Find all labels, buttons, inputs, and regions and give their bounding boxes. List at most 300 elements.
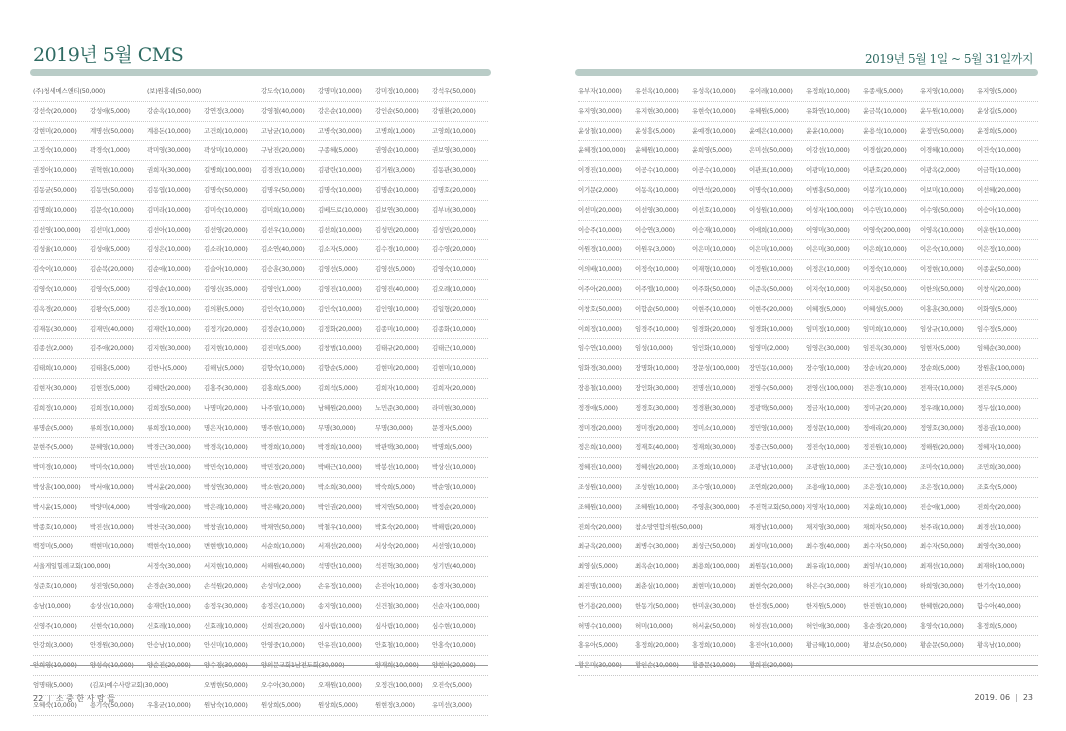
- donor-entry: 허미(10,000): [635, 621, 673, 630]
- donor-entry: 윤두원(10,000): [920, 106, 964, 115]
- donor-entry: 이홍훈(30,000): [920, 304, 964, 313]
- donor-entry: 장민동(10,000): [749, 364, 793, 373]
- donor-entry: 안승남(10,000): [147, 641, 191, 650]
- donor-entry: 곽상미(10,000): [204, 146, 248, 155]
- donor-entry: 구종혜(5,000): [318, 146, 358, 155]
- donor-entry: 이창식(20,000): [977, 284, 1021, 293]
- donor-entry: 한기용(20,000): [578, 601, 622, 610]
- donor-entry: 안경원(30,000): [90, 641, 134, 650]
- donor-row: [578, 300, 1038, 320]
- donor-entry: 이정현(10,000): [920, 265, 964, 274]
- donor-entry: 박숙희(5,000): [375, 482, 415, 491]
- donor-row: [578, 280, 1038, 300]
- bottom-rule: [575, 665, 1038, 666]
- donor-entry: 홍정희(10,000): [692, 641, 736, 650]
- donor-entry: 김의환(5,000): [204, 304, 244, 313]
- donor-entry: 박서애(10,000): [90, 482, 134, 491]
- donor-entry: 김성민(20,000): [375, 225, 419, 234]
- donor-entry: 박민정(20,000): [261, 463, 305, 472]
- donor-entry: 김영선(5,000): [375, 265, 415, 274]
- donor-row: [33, 300, 488, 320]
- donor-entry: 안강희(3,000): [33, 641, 73, 650]
- donor-entry: 전명선(10,000): [692, 383, 736, 392]
- donor-entry: 하희영(30,000): [920, 581, 964, 590]
- donor-entry: 계용돈(10,000): [147, 126, 191, 135]
- donor-entry: 박경옥(10,000): [204, 443, 248, 452]
- donor-entry: 박창권(10,000): [204, 522, 248, 531]
- donor-entry: 김영선(5,000): [318, 265, 358, 274]
- donor-entry: 권혁현(10,000): [90, 166, 134, 175]
- donor-entry: 박명희(5,000): [432, 443, 472, 452]
- donor-entry: 이봉기(10,000): [863, 185, 907, 194]
- donor-entry: 장순희(5,000): [920, 364, 960, 373]
- donor-entry: 김영숙(10,000): [33, 284, 77, 293]
- donor-entry: 황금혜(10,000): [806, 641, 850, 650]
- donor-entry: 김은경(10,000): [147, 304, 191, 313]
- donor-entry: 김정기(20,000): [204, 324, 248, 333]
- donor-entry: 최옥순(10,000): [635, 562, 679, 571]
- donor-entry: 송지영(10,000): [318, 601, 362, 610]
- donor-entry: 김향순(5,000): [318, 364, 358, 373]
- donor-entry: 지윤희(10,000): [863, 502, 907, 511]
- donor-entry: 황보순(50,000): [863, 641, 907, 650]
- donor-entry: 한선경(5,000): [749, 601, 789, 610]
- donor-entry: 이승연(3,000): [635, 225, 675, 234]
- donor-entry: 라미현(30,000): [432, 403, 476, 412]
- donor-entry: 정미소(10,000): [692, 423, 736, 432]
- donor-entry: 서선영(10,000): [432, 542, 476, 551]
- donor-entry: 이애희(10,000): [749, 225, 793, 234]
- donor-entry: 정혜진(10,000): [578, 463, 622, 472]
- footer-separator: |: [1015, 693, 1018, 702]
- donor-entry: 윤혜원(10,000): [635, 146, 679, 155]
- donor-entry: 김일형(20,000): [432, 304, 476, 313]
- donor-entry: 장명화(10,000): [635, 364, 679, 373]
- donor-entry: 한동기(50,000): [635, 601, 679, 610]
- donor-row: [33, 399, 488, 419]
- donor-entry: 김동관(30,000): [432, 166, 476, 175]
- donor-entry: 정미경(20,000): [578, 423, 622, 432]
- donor-entry: 박채연(50,000): [261, 522, 305, 531]
- donor-entry: 김영진(10,000): [318, 284, 362, 293]
- donor-entry: 김슬아(10,000): [204, 265, 248, 274]
- donor-entry: 김정순(10,000): [261, 324, 305, 333]
- donor-entry: 송정우(30,000): [204, 601, 248, 610]
- donor-entry: 강연정(3,000): [204, 106, 244, 115]
- donor-entry: 안효철(10,000): [375, 641, 419, 650]
- donor-entry: 유선옥(10,000): [635, 87, 679, 95]
- donor-entry: 노민준(30,000): [375, 403, 419, 412]
- donor-entry: 이수영(50,000): [920, 205, 964, 214]
- donor-entry: 정광택(50,000): [749, 403, 793, 412]
- donor-entry: 나주열(10,000): [261, 403, 305, 412]
- donor-entry: 이만석(20,000): [692, 185, 736, 194]
- donor-entry: 허인애(30,000): [806, 621, 850, 630]
- donor-entry: 유지영(30,000): [578, 106, 622, 115]
- donor-entry: 이현주(10,000): [692, 304, 736, 313]
- donor-entry: 조용애(10,000): [806, 482, 850, 491]
- donor-entry: 지영자(10,000): [806, 502, 850, 511]
- donor-entry: 고정숙(10,000): [33, 146, 77, 155]
- donor-entry: 백현숙(10,000): [147, 542, 191, 551]
- donor-entry: 김창범(10,000): [318, 344, 362, 353]
- page-footer-right: [974, 693, 1033, 702]
- donor-entry: 김혜란(20,000): [147, 383, 191, 392]
- donor-entry: 이영숙(200,000): [863, 225, 911, 234]
- donor-row: [33, 419, 488, 439]
- donor-entry: 김영순(10,000): [147, 284, 191, 293]
- donor-row: [578, 201, 1038, 221]
- donor-entry: 장수영(10,000): [806, 364, 850, 373]
- donor-entry: 이주아(20,000): [578, 284, 622, 293]
- donor-entry: 김태근(10,000): [432, 344, 476, 353]
- donor-entry: 정용권(10,000): [977, 423, 1021, 432]
- donor-entry: 김홍주(30,000): [204, 383, 248, 392]
- donor-entry: 박관택(30,000): [375, 443, 419, 452]
- donor-entry: 최수자(50,000): [920, 542, 964, 551]
- donor-entry: 남혜원(20,000): [318, 403, 362, 412]
- donor-entry: 김명순(10,000): [375, 185, 419, 194]
- donor-entry: 김명희(10,000): [33, 205, 77, 214]
- donor-entry: 유지영(5,000): [977, 87, 1017, 95]
- donor-entry: 윤성흥(5,000): [635, 126, 675, 135]
- donor-entry: 윤상철(10,000): [578, 126, 622, 135]
- donor-row: [33, 577, 488, 597]
- donor-entry: 신영주(10,000): [33, 621, 77, 630]
- donor-entry: 박은혜(20,000): [261, 502, 305, 511]
- donor-entry: 김명숙(10,000): [318, 185, 362, 194]
- donor-entry: 김성율(10,000): [33, 245, 77, 254]
- donor-entry: 유종세(5,000): [863, 87, 903, 95]
- donor-entry: 김옥경(20,000): [33, 304, 77, 313]
- donor-entry: 김숙이(10,000): [33, 265, 77, 274]
- donor-entry: 이명숙(10,000): [749, 185, 793, 194]
- donor-entry: 서정숙(30,000): [147, 562, 191, 571]
- donor-entry: 김소자(5,000): [318, 245, 358, 254]
- donor-entry: 이현주(20,000): [749, 304, 793, 313]
- donor-entry: 이동옥(10,000): [635, 185, 679, 194]
- donor-entry: 이주엘(10,000): [635, 284, 679, 293]
- donor-entry: 곽경숙(1,000): [90, 146, 130, 155]
- donor-entry: 정두섭(10,000): [977, 403, 1021, 412]
- donor-entry: 박경희(10,000): [318, 443, 362, 452]
- donor-entry: 신효레(10,000): [204, 621, 248, 630]
- donor-entry: 최수자(50,000): [863, 542, 907, 551]
- donor-entry: 임현자(5,000): [920, 344, 960, 353]
- donor-entry: 임경화(10,000): [749, 324, 793, 333]
- donor-entry: 박영애(20,000): [147, 502, 191, 511]
- donor-entry: 이은숙(10,000): [920, 245, 964, 254]
- donor-entry: 전영신(100,000): [806, 383, 854, 392]
- donor-entry: 주영훈(300,000): [692, 502, 740, 511]
- donor-entry: 김오례(10,000): [432, 284, 476, 293]
- donor-entry: 이보미(10,000): [920, 185, 964, 194]
- donor-entry: 서상숙(20,000): [375, 542, 419, 551]
- donor-entry: 박배근(10,000): [318, 463, 362, 472]
- donor-row: [33, 478, 488, 498]
- donor-entry: 정진원(10,000): [863, 443, 907, 452]
- donor-entry: 이은미(10,000): [692, 245, 736, 254]
- donor-entry: 최임부(10,000): [863, 562, 907, 571]
- page-number: 22: [33, 694, 44, 703]
- donor-entry: 김선우(10,000): [261, 225, 305, 234]
- donor-entry: 천주리(10,000): [920, 522, 964, 531]
- donor-entry: 조혜원(10,000): [635, 502, 679, 511]
- donor-entry: 안영중(10,000): [261, 641, 305, 650]
- donor-entry: 오혜숙(10,000): [33, 700, 77, 709]
- donor-entry: 엄명태(5,000): [33, 680, 73, 689]
- donor-entry: 장용철(10,000): [578, 383, 622, 392]
- donor-entry: 이정원(10,000): [749, 265, 793, 274]
- donor-entry: 이은정(10,000): [977, 245, 1021, 254]
- donor-entry: 윤윤(10,000): [806, 126, 844, 135]
- donor-entry: 김성은(10,000): [147, 245, 191, 254]
- donor-entry: 윤정민(50,000): [920, 126, 964, 135]
- donor-entry: 조성원(10,000): [578, 482, 622, 491]
- donor-entry: 강영철(40,000): [261, 106, 305, 115]
- donor-entry: 임혜순(30,000): [977, 344, 1021, 353]
- donor-entry: 정재희(30,000): [692, 443, 736, 452]
- donor-entry: 권영순(10,000): [375, 146, 419, 155]
- donor-entry: 김순복(20,000): [90, 265, 134, 274]
- donor-row: [578, 399, 1038, 419]
- bottom-rule: [30, 665, 488, 666]
- donor-entry: 임경주(10,000): [635, 324, 679, 333]
- donor-entry: 조광남(10,000): [749, 463, 793, 472]
- donor-entry: 김희자(10,000): [375, 383, 419, 392]
- donor-entry: 김인숙(10,000): [318, 304, 362, 313]
- donor-row: [578, 577, 1038, 597]
- donor-entry: 김기원(3,000): [375, 166, 415, 175]
- donor-entry: 최유리(10,000): [806, 562, 850, 571]
- donor-entry: 김수경(10,000): [375, 245, 419, 254]
- donor-entry: 박성연(30,000): [204, 482, 248, 491]
- donor-entry: 이경진(10,000): [578, 166, 622, 175]
- donor-entry: 박상훈(100,000): [33, 482, 81, 491]
- donor-entry: 김선영(100,000): [33, 225, 81, 234]
- donor-entry: 김영진(40,000): [375, 284, 419, 293]
- donor-entry: 박종호(10,000): [33, 522, 77, 531]
- donor-entry: 윤예은(10,000): [749, 126, 793, 135]
- donor-entry: 주진혁교회(50,000): [749, 502, 805, 511]
- donor-entry: 길병희(100,000): [204, 166, 252, 175]
- donor-entry: 임영미(2,000): [749, 344, 789, 353]
- donor-entry: 홍유아(5,000): [578, 641, 618, 650]
- donor-entry: 함수아(40,000): [977, 601, 1021, 610]
- donor-entry: 박진선(10,000): [90, 522, 134, 531]
- donor-entry: 박순영(10,000): [432, 482, 476, 491]
- donor-entry: 최수경(40,000): [806, 542, 850, 551]
- donor-entry: 이선영(30,000): [635, 205, 679, 214]
- donor-entry: 김희정(10,000): [90, 403, 134, 412]
- donor-entry: 허명수(10,000): [578, 621, 622, 630]
- donor-entry: 하은수(30,000): [806, 581, 850, 590]
- donor-row: [578, 656, 1038, 676]
- donor-row: [578, 221, 1038, 241]
- donor-entry: 이창호(50,000): [578, 304, 622, 313]
- donor-entry: 안유진(10,000): [318, 641, 362, 650]
- donor-row: [578, 339, 1038, 359]
- donor-entry: 서울게일힐레교회(100,000): [33, 562, 111, 571]
- donor-entry: 송경자(30,000): [432, 581, 476, 590]
- donor-entry: 정경환(30,000): [692, 403, 736, 412]
- donor-entry: 조수영(10,000): [692, 482, 736, 491]
- donor-entry: 김종선(2,000): [33, 344, 73, 353]
- donor-entry: 임상규(10,000): [920, 324, 964, 333]
- donor-row: [33, 280, 488, 300]
- donor-entry: 황옥남(10,000): [977, 641, 1021, 650]
- donor-entry: 김광란(10,000): [318, 166, 362, 175]
- donor-entry: 이준옥(50,000): [749, 284, 793, 293]
- donor-entry: 이지숙(10,000): [806, 284, 850, 293]
- donor-entry: 이공수(10,000): [692, 166, 736, 175]
- donor-entry: 박상신(10,000): [432, 463, 476, 472]
- donor-entry: 정은희(10,000): [578, 443, 622, 452]
- donor-entry: 김성애(5,000): [90, 245, 130, 254]
- donor-entry: 장원훈(100,000): [977, 364, 1025, 373]
- donor-entry: 최진명(10,000): [578, 581, 622, 590]
- donor-row: [578, 518, 1038, 538]
- donor-entry: 박경희(10,000): [261, 443, 305, 452]
- donor-entry: 김명우(50,000): [261, 185, 305, 194]
- donor-entry: 최병수(30,000): [635, 542, 679, 551]
- donor-entry: 권보영(30,000): [432, 146, 476, 155]
- donor-entry: 김희정(10,000): [33, 403, 77, 412]
- donor-entry: 정혜선(20,000): [635, 463, 679, 472]
- donor-entry: 이경섭(20,000): [863, 146, 907, 155]
- donor-entry: 김태희(10,000): [33, 364, 77, 373]
- donor-entry: 정혜자(10,000): [977, 443, 1021, 452]
- donor-entry: 서지현(10,000): [204, 562, 248, 571]
- donor-entry: 김인숙(10,000): [261, 304, 305, 313]
- donor-entry: 김지현(10,000): [204, 344, 248, 353]
- donor-entry: 박인권(20,000): [318, 502, 362, 511]
- donor-entry: 김종미(10,000): [375, 324, 419, 333]
- donor-entry: 이광옥(2,000): [920, 166, 960, 175]
- donor-entry: 박양미(4,000): [90, 502, 130, 511]
- donor-entry: 정경애(5,000): [578, 403, 618, 412]
- donor-entry: 김희석(5,000): [318, 383, 358, 392]
- donor-row: [578, 82, 1038, 102]
- donor-entry: 임수연(10,000): [578, 344, 622, 353]
- donor-entry: 한혜현(20,000): [920, 601, 964, 610]
- donor-entry: 이광미(10,000): [806, 166, 850, 175]
- magazine-name: 소 중 한 사 람 들: [55, 694, 115, 703]
- donor-entry: 이정은(10,000): [806, 265, 850, 274]
- donor-entry: 최재하(100,000): [977, 562, 1025, 571]
- donor-entry: 손진아(10,000): [375, 581, 419, 590]
- donor-entry: 홍정희(5,000): [977, 621, 1017, 630]
- donor-entry: 정애리(20,000): [863, 423, 907, 432]
- donor-entry: 우홍균(10,000): [147, 700, 191, 709]
- donor-entry: 홍영숙(10,000): [920, 621, 964, 630]
- donor-entry: 채희자(50,000): [863, 522, 907, 531]
- donor-entry: 이지용(50,000): [863, 284, 907, 293]
- donor-row: [578, 537, 1038, 557]
- donor-entry: 김명숙(50,000): [204, 185, 248, 194]
- donor-entry: 서순희(10,000): [261, 542, 305, 551]
- donor-entry: 장순녀(20,000): [863, 364, 907, 373]
- donor-row: [33, 498, 488, 518]
- donor-entry: 채경남(10,000): [749, 522, 793, 531]
- donor-entry: 김홍희(5,000): [261, 383, 301, 392]
- donor-entry: 이기문(2,000): [578, 185, 618, 194]
- donor-row: [578, 419, 1038, 439]
- donor-entry: 임성(10,000): [635, 344, 673, 353]
- donor-row: [578, 320, 1038, 340]
- donor-entry: 김수영(20,000): [432, 245, 476, 254]
- donor-entry: 진희숙(20,000): [578, 522, 622, 531]
- donor-entry: 김소라(10,000): [204, 245, 248, 254]
- donor-entry: 김현자(30,000): [33, 383, 77, 392]
- donor-entry: 박소현(20,000): [261, 482, 305, 491]
- donor-entry: 박정순(20,000): [432, 502, 476, 511]
- donor-entry: 유지현(30,000): [635, 106, 679, 115]
- donor-entry: 정영호(30,000): [920, 423, 964, 432]
- donor-entry: 박민숙(10,000): [204, 463, 248, 472]
- donor-row: [578, 617, 1038, 637]
- donor-entry: 정경호(30,000): [635, 403, 679, 412]
- donor-entry: 정금자(10,000): [806, 403, 850, 412]
- donor-entry: 류명순(5,000): [33, 423, 73, 432]
- donor-entry: 홍순경(20,000): [863, 621, 907, 630]
- donor-entry: 이승재(10,000): [692, 225, 736, 234]
- donor-row: [33, 181, 488, 201]
- donor-entry: 이금학(10,000): [977, 166, 1021, 175]
- donor-entry: 이영미(30,000): [806, 225, 850, 234]
- donor-entry: 오범현(50,000): [204, 680, 248, 689]
- donor-entry: 이정숙(10,000): [863, 265, 907, 274]
- donor-entry: 김종화(10,000): [432, 324, 476, 333]
- donor-entry: 오정건(100,000): [375, 680, 423, 689]
- donor-entry: 이관호(20,000): [863, 166, 907, 175]
- donor-entry: 김인영(10,000): [375, 304, 419, 313]
- donor-entry: 김희정(50,000): [147, 403, 191, 412]
- donor-entry: 명주현(10,000): [261, 423, 305, 432]
- donor-entry: 채지영(30,000): [806, 522, 850, 531]
- donor-entry: 임수정(5,000): [977, 324, 1017, 333]
- donor-row: [578, 379, 1038, 399]
- donor-entry: 송재란(10,000): [147, 601, 191, 610]
- donor-list-right: [578, 82, 1038, 676]
- donor-entry: 이관표(10,000): [749, 166, 793, 175]
- donor-entry: 성진영(50,000): [90, 581, 134, 590]
- donor-entry: 조효숙(5,000): [977, 482, 1017, 491]
- donor-entry: 김지현(30,000): [147, 344, 191, 353]
- donor-entry: 오재원(10,000): [318, 680, 362, 689]
- donor-entry: 최원동(10,000): [749, 562, 793, 571]
- donor-entry: 조성현(10,000): [635, 482, 679, 491]
- donor-row: [33, 557, 488, 577]
- page-title: 2019년 5월 CMS: [33, 44, 184, 66]
- donor-entry: 심사림(10,000): [375, 621, 419, 630]
- donor-entry: 김미희(10,000): [261, 205, 305, 214]
- donor-entry: 최현숙(20,000): [749, 581, 793, 590]
- donor-entry: 이운한(10,000): [977, 225, 1021, 234]
- donor-entry: 이범홍(50,000): [806, 185, 850, 194]
- donor-row: [578, 636, 1038, 656]
- donor-entry: 이혜성(5,000): [863, 304, 903, 313]
- donor-entry: 서해원(40,000): [261, 562, 305, 571]
- donor-entry: 최성미(10,000): [749, 542, 793, 551]
- donor-entry: 김동균(50,000): [33, 185, 77, 194]
- donor-entry: 조미숙(10,000): [920, 463, 964, 472]
- donor-entry: 진승애(1,000): [920, 502, 960, 511]
- donor-entry: 임미희(10,000): [863, 324, 907, 333]
- donor-entry: 정진숙(10,000): [806, 443, 850, 452]
- donor-entry: 김선미(1,000): [90, 225, 130, 234]
- donor-row: [33, 221, 488, 241]
